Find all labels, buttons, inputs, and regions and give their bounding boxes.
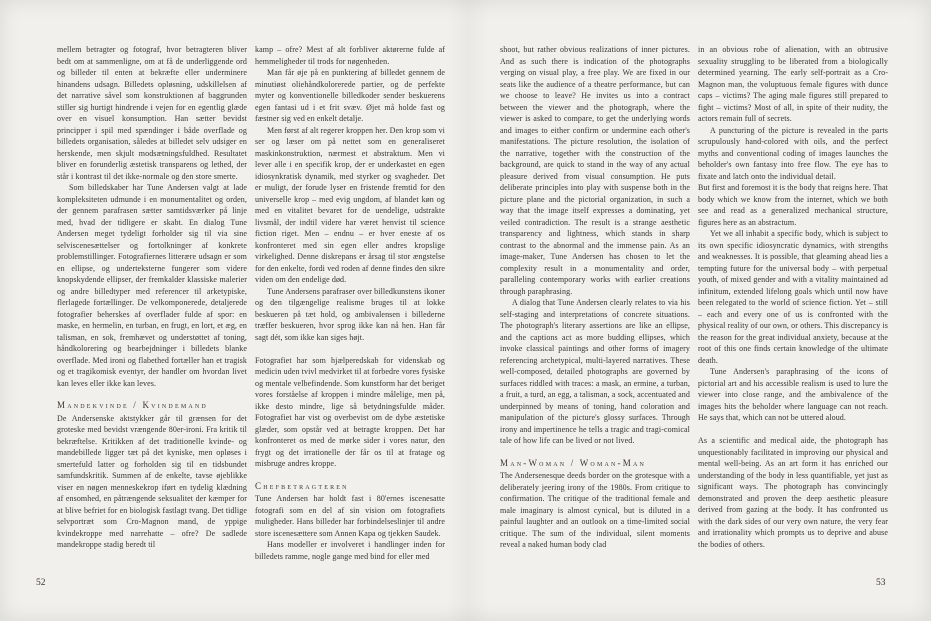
body-paragraph: Tune Andersen har holdt fast i 80'ernes iscenesatte fotografi som en del af sin vision om fotografiets muligheder. Hans billeder har forbindelseslinjer til andre store iscenesættere som Annen Kapa og tjekken Saudek.: [255, 494, 445, 538]
body-paragraph: kamp – ofre? Mest af alt forbliver aktørerne fulde af hemmeligheder til trods for nøgenheden.: [255, 45, 445, 66]
text-column: [500, 44, 690, 551]
body-paragraph: A puncturing of the picture is revealed in the parts scrupulously hand-colored with oils, and the perfect myths and conventional coding of images launches the beholder's own fantasy into free flow. The eye has to fixate and latch onto the individual detail.: [698, 125, 888, 181]
body-paragraph: Som billedskaber har Tune Andersen valgt at lade kompleksiteten udmunde i en monumentalitet og orden, der gennem parafrasen sætter samtidsværker på linje med, hvad der tidligere er skabt. En dialog Tune Andersen meget tydeligt forholder sig til via sine selviscenesættelser og fortolkninger af konkrete problemstillinger. Fotografiernes litterære udsagn er som en ellipse, og underteksterne fungerer som videre knopskydende ellipser, der fremkalder klassiske malerier og andre billedtyper med referencer til arketypiske, flerlagede fortællinger. De velkomponerede, detaljerede fotografier beherskes af overflader fulde af spor: en maske, en hermelin, en turban, en frugt, en lort, et æg, en talisman, en sok, fremhævet og understøttet af toning, håndkolorering og bearbejdninger i billedets blanke overflade. Med ironi og flabethed fortæller han et tragisk og et tragikomisk eventyr, der handler om hvordan livet kan leves eller ikke kan leves.: [57, 183, 247, 388]
body-paragraph: in an obvious robe of alienation, with an obtrusive sexuality struggling to be liberated from a biologically determined yearning. The early self-portrait as a Cro-Magnon man, the voluptuous female figures with dunce caps – victims? The aging male figures still prepared to fight – victims? Most of all, in spite of their nudity, the actors remain full of secrets.: [698, 45, 888, 123]
text-column: [698, 44, 888, 550]
body-paragraph: shoot, but rather obvious realizations of inner pictures. And as such there is indication of the photographs verging on visual play, a free play. We are fixed in our seats like the audience of a theatre performance, but can we choose to leave? He invites us into a contract between the viewer and the photograph, where the viewer is asked to compare, to get the underlying words and images to either confirm or undermine each other's manifestations. The picture resolution, the isolation of the narrative, together with the construction of the background, are quick to stand in the way of any actual pleasure derived from visual consumption. He puts deliberate principles into play with suspense both in the picture plane and the pictorial organization, in such a way that the image itself expresses a dominating, yet veiled contradiction. The result is a strange aesthetic transparency and lightness, which stands in sharp contrast to the abnormal and the immense pain. As an image-maker, Tune Andersen has chosen to let the complexity result in a monumentality and order, paralleling contemporary works with earlier creations through paraphrasing.: [500, 45, 690, 296]
body-paragraph: As a scientific and medical aide, the photograph has unquestionably facilitated in improving our physical and mental well-being. As an art form it has enriched our understanding of the body in less quantifiable, yet just as significant ways. The photograph has convincingly demonstrated and proven the deep aesthetic pleasure derived from gazing at the body. It has confronted us with the dark sides of our very own nature, the very fear and irrationality which prompts us to deprive and abuse the bodies of others.: [698, 436, 888, 549]
page-number-right: 53: [876, 578, 886, 588]
body-paragraph: De Andersenske aktstykker går til grænsen for det groteske med bevidst vrængende 80er-ironi. Fra kritik til bekræftelse. Kritikken af det traditionelle kvinde- og mandebillede ligger tæt på det kyniske, men opløses i smertefuld latter og forholden sig til en tidsbundet samfundskritik. Summen af de enkelte, tavse øjeblikke viser en nøgen menneskekrop iført en tydelig klædning af ensomhed, en påtrængende seksualitet der kæmper for at blive befriet for en biologisk fastlagt tvang. Det tidlige selvportræt som Cro-Magnon mand, de yppige kvindekroppe med narrehatte – ofre? De sadlede mandekroppe stadig beredt til: [57, 413, 247, 549]
text-column: [57, 44, 247, 551]
body-paragraph: Hans modeller er involveret i handlinger inden for billedets ramme, nogle gange med bind for eller med: [255, 540, 445, 561]
body-paragraph: Fotografiet har som hjælperedskab for videnskab og medicin uden tvivl medvirket til at forbedre vores fysiske og mentale velbefindende. Som kunstform har det beriget vores forståelse af kroppen i mindre målelige, men på, ikke desto mindre, lige så betydningsfulde måder. Fotografiet har vist og overbevist om de dybe æstetiske glæder, som opstår ved at betragte kroppen. Det har konfronteret os med de mørke sider i vores natur, den frygt og det irrationelle der får os til at fratage og misbruge andres kroppe.: [255, 355, 445, 468]
section-heading: Man-Woman / Woman-Man: [500, 457, 647, 468]
body-paragraph: Man får øje på en punktering af billedet gennem de minutiøst oliehåndkolorerede partier, og de perfekte myter og konventionelle billedkoder sender beskuerens egen fantasi ud i et frit svæv. Øjet må holde fast og fæstner sig ved en enkelt detalje.: [255, 68, 445, 123]
page-number-left: 52: [36, 578, 46, 588]
section-heading: Chefbetragteren: [255, 480, 349, 491]
body-paragraph: Men først af alt regerer kroppen her. Den krop som vi ser og læser om på nettet som en generaliseret maskinkonstruktion, nærmest et abstraktum. Men vi lever alle i en specifik krop, der er underkastet en egen idiosynkratisk dynamik, med styrker og svagheder. Det er muligt, der forude lyser en fristende fremtid for den universelle krop – med evig ungdom, af blandet køn og med en vitalitet bevaret for de uendelige, udstrakte livsmål, der indtil videre har været henvist til science fiction riget. Men – endnu – er hver eneste af os konfronteret med sin egen eller andres kropslige virkelighed. Denne diskrepans er årsag til stor ængstelse for den enkelte, fordi ved roden af denne findes den sikre viden om den endelige død.: [255, 125, 445, 284]
body-paragraph: mellem betragter og fotograf, hvor betragteren bliver bedt om at sammenligne, om at få de underliggende ord og billeder til enten at bekræfte eller underminere hinandens udsagn. Billedets opløsning, udskillelsen af det narrative såvel som konstruktionen af baggrunden stiller sig hurtigt hindrende i vejen for en egentlig glæde over en visuel konsumption. Han sætter bevidst principper i spil med spændinger i både overflade og billedets organisation, således at billedet selv udsiger en herskende, men skjult modsætningsfuldhed. Resultatet bliver en forunderlig æstetisk transparens og lethed, der står i kontrast til det ikke-normale og den store smerte.: [57, 45, 247, 181]
text-column: [255, 44, 445, 562]
body-paragraph: The Andersenesque deeds border on the grotesque with a deliberately jeering irony of the 1980s. From critique to confirmation. The critique of the traditional female and male imaginary is almost cynical, but is diluted in a painful laughter and an outlook on a time-limited social critique. The sum of the individual, silent moments reveal a naked human body clad: [500, 471, 690, 549]
body-paragraph: A dialog that Tune Andersen clearly relates to via his self-staging and interpretations of concrete situations. The photograph's literary assertions are like an ellipse, and the captions act as more budding ellipses, which invoke classical paintings and other forms of imagery referencing archetypical, multi-layered narratives. These well-composed, detailed photographs are governed by surfaces riddled with traces: a mask, an ermine, a turban, a fruit, a turd, an egg, a talisman, a sock, accentuated and underpinned by means of toning, hand coloration and manipulation of the picture's glossy surfaces. Through irony and impertinence he tells a tragic and tragi-comical tale of how life can be lived or not lived.: [500, 298, 690, 445]
body-paragraph: Tune Andersens parafraser over billedkunstens ikoner og den tilgængelige realisme bruges til at lokke beskueren på tæt hold, og ambivalensen i billederne træffer beskueren, hvor sprog ikke kan nå hen. Han får sagt dét, som ikke kan siges højt.: [255, 286, 445, 342]
body-paragraph: But first and foremost it is the body that reigns here. That body which we know from the internet, which we both see and read as a generalized mechanical structure, figures here as an abstractum.: [698, 183, 888, 227]
section-heading: Mandekvinde / Kvindemand: [57, 400, 208, 410]
body-paragraph: Tune Andersen's paraphrasing of the icons of pictorial art and his accessible realism is used to lure the viewer into close range, and the ambivalence of the images hits the beholder where language can not reach. He says that, which can not be uttered aloud.: [698, 367, 888, 422]
body-paragraph: Yet we all inhabit a specific body, which is subject to its own specific idiosyncratic dynamics, with strengths and weaknesses. It is possible, that gleaming ahead lies a tempting future for the universal body – with perpetual youth, of mixed gender and with a vitality maintained ad infinitum, extended lifelong goals which until now have been relegated to the world of science fiction. Yet – still – each and every one of us is confronted with the physical reality of our own, or others. This discrepancy is the reason for the great individual anxiety, because at the root of this one finds certain knowledge of the ultimate death.: [698, 229, 888, 365]
